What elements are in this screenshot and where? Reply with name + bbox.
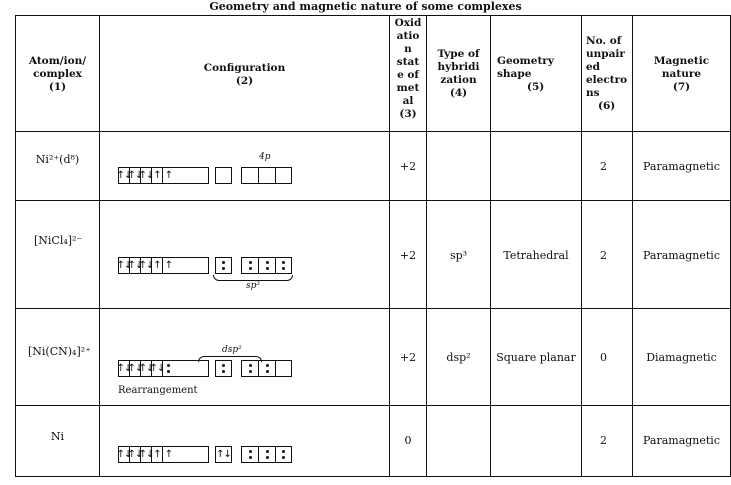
orbital-box: ↑↓ [130,361,141,376]
orbital-box: ↑ [152,447,163,462]
col-border [490,15,491,477]
header-line: electro [586,74,628,86]
header-line: (5) [527,81,545,93]
header-line: unpair [586,48,625,60]
hybridization: dsp² [446,351,471,364]
oxidation-state: +2 [399,351,417,364]
hybrid-label: dsp² [222,345,242,355]
ligand-pair-box [241,446,292,463]
header-line: zation [440,74,477,86]
header-line: shape [497,68,532,80]
header-line: met [396,82,420,94]
header-line: (4) [449,87,468,99]
s-orbital-box [215,446,232,463]
header-line: (7) [672,81,691,93]
magnetic-nature: Paramagnetic [642,160,720,173]
magnetic-nature: Paramagnetic [642,434,720,447]
header-line: (2) [235,75,254,87]
header-line: (1) [48,81,67,93]
table-title: Geometry and magnetic nature of some complexes [209,0,522,13]
d-orbital-boxes [118,257,209,274]
table-bottom-border [15,476,731,477]
s-orbital-box [215,167,232,184]
table-top-border [15,15,731,16]
header-line: al [402,95,414,107]
header-line: nature [661,68,702,80]
ligand-pair-box [215,360,232,377]
header-line: Magnetic [653,55,710,67]
ligand-pair-box [241,257,292,274]
header-line: complex [33,68,82,80]
orbital-box: ↑↓ [141,447,152,462]
header-hybridization [427,48,490,100]
header-line: ed [586,61,601,73]
orbital-box: ↑ [152,168,163,183]
row-divider [15,131,731,132]
row-divider [15,405,731,406]
orbital-box: ↑↓ [119,361,130,376]
species-label: [Ni(CN)₄]²⁺ [28,345,91,358]
unpaired-count: 0 [600,351,607,364]
species-label: Ni [50,430,65,443]
orbital-box: ↑↓ [216,448,231,460]
orbital-box: ↑↓ [130,258,141,273]
rearrangement-note: Rearrangement [118,385,198,396]
orbital-box: ↑↓ [130,168,141,183]
header-line: Oxid [394,17,422,29]
orbital-box: ↑ [152,258,163,273]
header-line: Atom/ion/ [28,55,87,67]
unpaired-count: 2 [600,249,607,262]
header-line: Type of [437,48,480,60]
header-line: (3) [399,108,417,120]
magnetic-nature: Paramagnetic [642,249,720,262]
d-orbital-boxes [118,446,209,463]
orbital-box: ↑↓ [141,258,152,273]
header-unpaired-electrons [586,35,632,113]
header-geometry-shape [497,55,577,94]
orbital-box: ↑ [164,169,173,181]
species-label: [NiCl₄]²⁻ [34,234,83,247]
unpaired-count: 2 [600,160,607,173]
unpaired-count: 2 [600,434,607,447]
d-orbital-boxes [118,167,209,184]
hybrid-label: sp³ [246,281,260,291]
header-line: Geometry [497,55,554,67]
header-oxidation-state [390,17,426,121]
header-configuration [100,62,389,88]
p-orbital-box [241,167,292,184]
ligand-pair-box [215,257,232,274]
orbital-box: ↑ [164,259,173,271]
geometry-shape: Tetrahedral [503,249,569,262]
oxidation-state: +2 [399,160,417,173]
orbital-box: ↑↓ [119,168,130,183]
header-atom-ion-complex [16,55,99,94]
orbital-box: ↑↓ [130,447,141,462]
orbital-box: ↑↓ [152,361,163,376]
header-line: e of [397,69,419,81]
header-line: hybridi [437,61,480,73]
header-line: ns [586,87,600,99]
header-line: No. of [586,35,622,47]
row-divider [15,308,731,309]
orbital-label-4p: 4p [259,152,271,162]
header-line: stat [396,56,420,68]
header-line: Configuration [203,62,286,74]
species-label: Ni²⁺(d⁸) [35,153,80,166]
orbital-box [163,361,174,376]
geometry-shape: Square planar [496,351,576,364]
d-orbital-boxes [118,360,209,377]
orbital-box: ↑↓ [119,258,130,273]
orbital-box: ↑↓ [141,361,152,376]
orbital-box: ↑↓ [119,447,130,462]
header-line: atio [396,30,420,42]
oxidation-state: 0 [404,434,412,447]
header-line: n [404,43,412,55]
oxidation-state: +2 [399,249,417,262]
ligand-pair-box [241,360,292,377]
header-line: (6) [598,100,616,112]
header-magnetic-nature [633,55,730,94]
col-border [581,15,582,477]
hybridization: sp³ [449,249,468,262]
orbital-box: ↑ [164,448,173,460]
orbital-box: ↑↓ [141,168,152,183]
magnetic-nature: Diamagnetic [646,351,717,364]
row-divider [15,200,731,201]
